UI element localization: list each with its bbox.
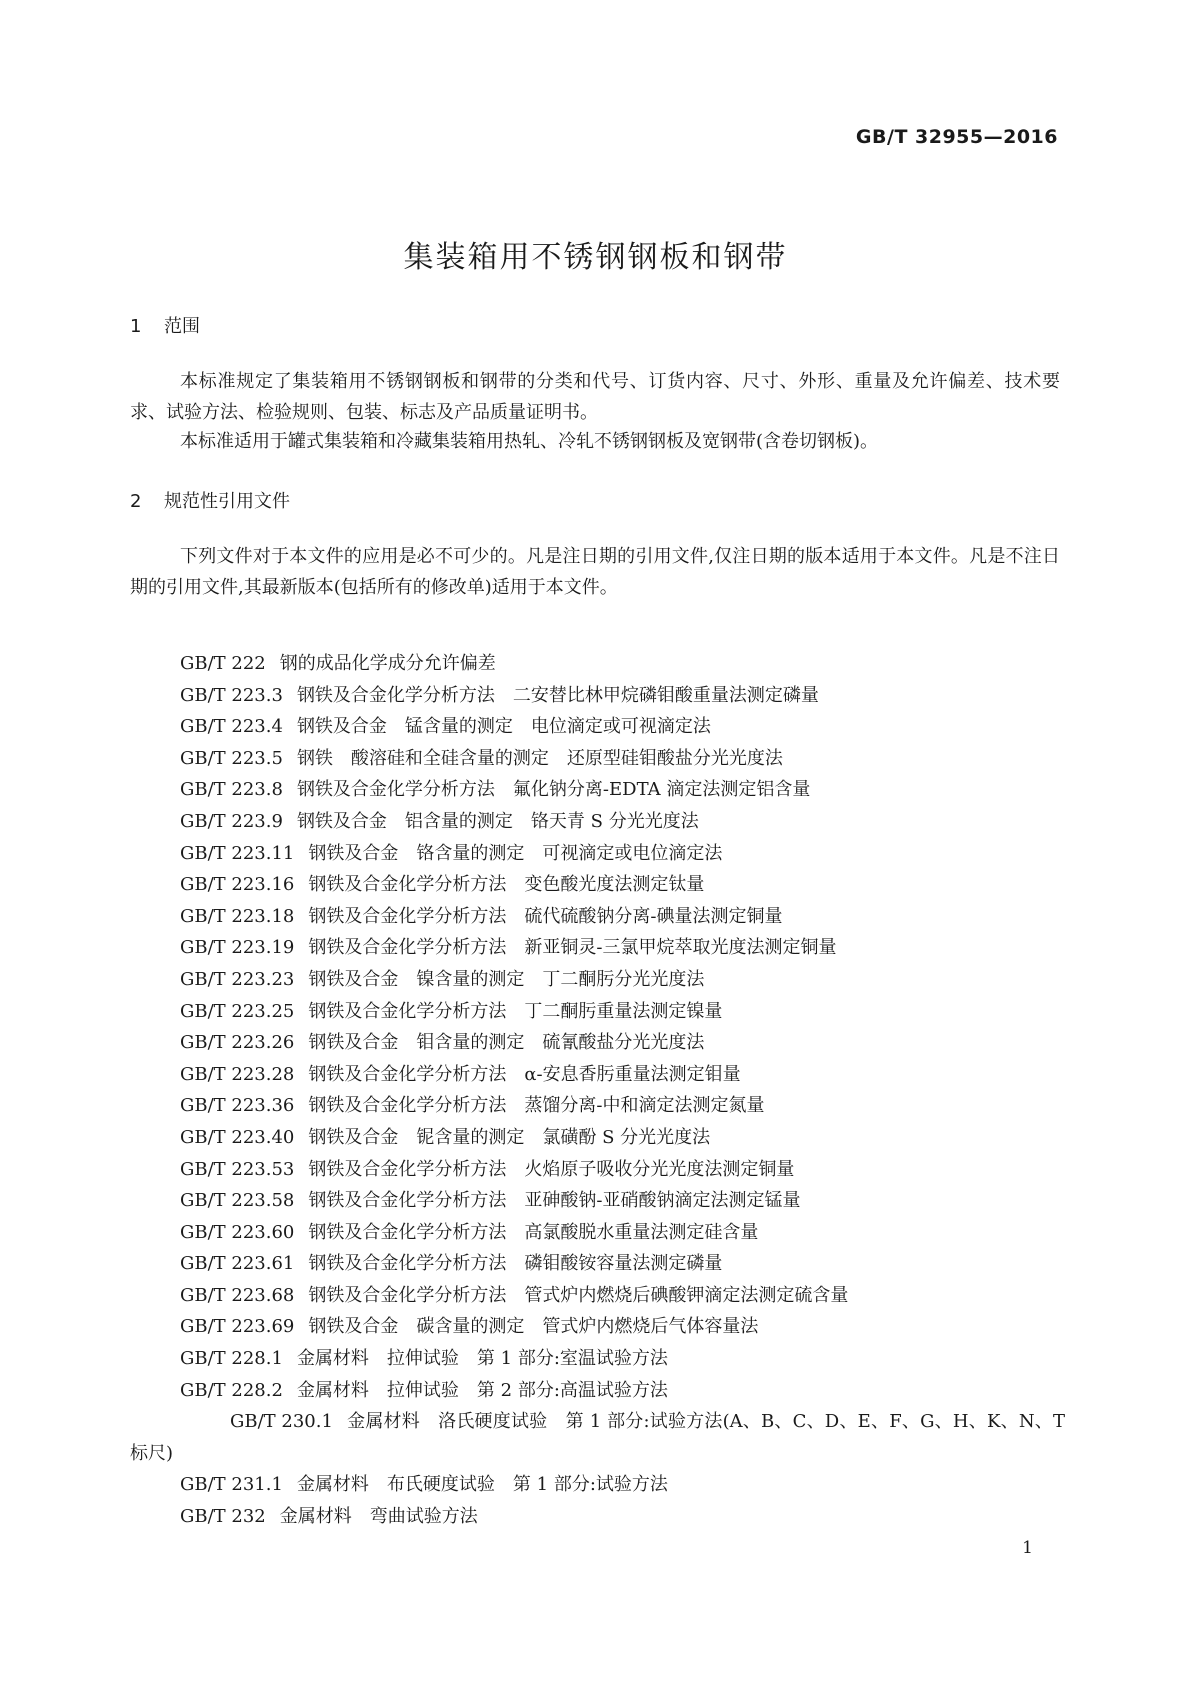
reference-item	[130, 964, 1065, 996]
reference-code: GB/T 223.26	[180, 1032, 295, 1054]
reference-item	[130, 1375, 1065, 1407]
reference-item	[130, 1217, 1065, 1249]
reference-item	[130, 680, 1065, 712]
reference-title: 钢铁及合金化学分析方法 亚砷酸钠-亚硝酸钠滴定法测定锰量	[308, 1190, 801, 1212]
reference-item	[130, 648, 1065, 680]
reference-item	[130, 869, 1065, 901]
scope-paragraph-2: 本标准适用于罐式集装箱和冷藏集装箱用热轧、冷轧不锈钢钢板及宽钢带(含卷切钢板)。	[180, 431, 879, 452]
reference-title: 钢铁及合金化学分析方法 二安替比林甲烷磷钼酸重量法测定磷量	[296, 684, 819, 706]
reference-item	[130, 1154, 1065, 1186]
reference-code: GB/T 223.60	[180, 1221, 295, 1243]
reference-item	[130, 838, 1065, 870]
reference-title: 金属材料 弯曲试验方法	[279, 1506, 478, 1528]
reference-code: GB/T 223.69	[180, 1316, 295, 1338]
reference-item	[130, 1090, 1065, 1122]
reference-code: GB/T 223.28	[180, 1063, 295, 1085]
scope-paragraph-1: 本标准规定了集装箱用不锈钢钢板和钢带的分类和代号、订货内容、尺寸、外形、重量及允许偏差、技术要求、试验方法、检验规则、包装、标志及产品质量证明书。	[130, 371, 1060, 423]
reference-title: 钢铁及合金化学分析方法 变色酸光度法测定钛量	[308, 874, 705, 896]
reference-title: 钢铁及合金 铬含量的测定 可视滴定或电位滴定法	[308, 842, 723, 864]
reference-item	[130, 901, 1065, 933]
section-2-number: 2	[130, 491, 142, 512]
reference-title: 钢铁及合金 钼含量的测定 硫氰酸盐分光光度法	[308, 1032, 705, 1054]
reference-code: GB/T 228.1	[180, 1348, 283, 1370]
reference-code: GB/T 223.53	[180, 1158, 295, 1180]
reference-title: 钢铁及合金化学分析方法 氟化钠分离-EDTA 滴定法测定铝含量	[296, 779, 811, 801]
reference-code: GB/T 223.11	[180, 842, 295, 864]
reference-title: 钢铁及合金 镍含量的测定 丁二酮肟分光光度法	[308, 968, 705, 990]
reference-code: GB/T 223.9	[180, 810, 283, 832]
reference-code: GB/T 222	[180, 653, 266, 674]
section-1-title: 范围	[164, 316, 200, 337]
section-1-heading	[130, 312, 200, 338]
page-number: 1	[1022, 1538, 1033, 1558]
reference-code: GB/T 223.16	[180, 874, 295, 896]
reference-title: 钢铁及合金化学分析方法 新亚铜灵-三氯甲烷萃取光度法测定铜量	[308, 937, 837, 959]
reference-item	[130, 743, 1065, 775]
reference-title: 钢铁及合金化学分析方法 磷钼酸铵容量法测定磷量	[308, 1253, 723, 1275]
reference-title: 金属材料 拉伸试验 第 1 部分:室温试验方法	[296, 1348, 668, 1370]
reference-title: 钢铁及合金 铌含量的测定 氯磺酚 S 分光光度法	[308, 1126, 711, 1148]
reference-code: GB/T 223.8	[180, 779, 283, 801]
reference-code: GB/T 223.58	[180, 1190, 295, 1212]
reference-title: 钢铁 酸溶硅和全硅含量的测定 还原型硅钼酸盐分光光度法	[296, 747, 783, 769]
reference-item	[130, 1311, 1065, 1343]
reference-code: GB/T 223.3	[180, 684, 283, 706]
reference-item	[130, 1059, 1065, 1091]
reference-item	[130, 774, 1065, 806]
reference-item	[130, 1280, 1065, 1312]
reference-item	[130, 1501, 1065, 1533]
reference-code: GB/T 223.23	[180, 968, 295, 990]
reference-title: 金属材料 布氏硬度试验 第 1 部分:试验方法	[296, 1474, 668, 1496]
reference-item	[130, 806, 1065, 838]
reference-code: GB/T 228.2	[180, 1379, 283, 1401]
reference-item	[130, 1248, 1065, 1280]
reference-title: 钢铁及合金化学分析方法 硫代硫酸钠分离-碘量法测定铜量	[308, 905, 783, 927]
reference-item	[130, 1122, 1065, 1154]
reference-item	[130, 1406, 1065, 1469]
reference-item	[130, 996, 1065, 1028]
reference-title: 金属材料 拉伸试验 第 2 部分:高温试验方法	[296, 1379, 668, 1401]
reference-item	[130, 1185, 1065, 1217]
reference-title: 钢铁及合金化学分析方法 α-安息香肟重量法测定钼量	[308, 1063, 741, 1085]
reference-code: GB/T 223.4	[180, 716, 283, 738]
reference-list	[130, 648, 1065, 1533]
reference-code: GB/T 223.25	[180, 1000, 295, 1022]
reference-title: 钢铁及合金 锰含量的测定 电位滴定或可视滴定法	[296, 716, 711, 738]
reference-title: 钢铁及合金 碳含量的测定 管式炉内燃烧后气体容量法	[308, 1316, 759, 1338]
document-title: 集装箱用不锈钢钢板和钢带	[403, 240, 788, 275]
reference-title: 金属材料 洛氏硬度试验 第 1 部分:试验方法(A、B、C、D、E、F、G、H、K、N、T 标尺)	[130, 1411, 1065, 1464]
reference-item	[130, 1027, 1065, 1059]
reference-title: 钢铁及合金化学分析方法 高氯酸脱水重量法测定硅含量	[308, 1221, 759, 1243]
reference-title: 钢铁及合金 铝含量的测定 铬天青 S 分光光度法	[296, 810, 699, 832]
reference-code: GB/T 230.1	[230, 1411, 333, 1433]
reference-title: 钢铁及合金化学分析方法 火焰原子吸收分光光度法测定铜量	[308, 1158, 795, 1180]
section-2-title: 规范性引用文件	[164, 491, 290, 512]
reference-title: 钢铁及合金化学分析方法 蒸馏分离-中和滴定法测定氮量	[308, 1095, 765, 1117]
reference-code: GB/T 232	[180, 1506, 266, 1528]
reference-title: 钢铁及合金化学分析方法 管式炉内燃烧后碘酸钾滴定法测定硫含量	[308, 1284, 849, 1306]
reference-code: GB/T 223.40	[180, 1126, 295, 1148]
reference-code: GB/T 223.61	[180, 1253, 295, 1275]
reference-title: 钢的成品化学成分允许偏差	[279, 653, 496, 674]
reference-code: GB/T 223.18	[180, 905, 295, 927]
section-1-number: 1	[130, 316, 142, 337]
reference-title: 钢铁及合金化学分析方法 丁二酮肟重量法测定镍量	[308, 1000, 723, 1022]
reference-code: GB/T 223.5	[180, 747, 283, 769]
reference-item	[130, 932, 1065, 964]
reference-code: GB/T 223.19	[180, 937, 295, 959]
reference-code: GB/T 223.36	[180, 1095, 295, 1117]
standard-code: GB/T 32955—2016	[855, 126, 1058, 148]
section-2-heading	[130, 487, 290, 513]
reference-item	[130, 711, 1065, 743]
reference-item	[130, 1343, 1065, 1375]
reference-code: GB/T 231.1	[180, 1474, 283, 1496]
normative-references-intro: 下列文件对于本文件的应用是必不可少的。凡是注日期的引用文件,仅注日期的版本适用于本文件。凡是不注日期的引用文件,其最新版本(包括所有的修改单)适用于本文件。	[130, 546, 1060, 598]
reference-item	[130, 1469, 1065, 1501]
reference-code: GB/T 223.68	[180, 1284, 295, 1306]
